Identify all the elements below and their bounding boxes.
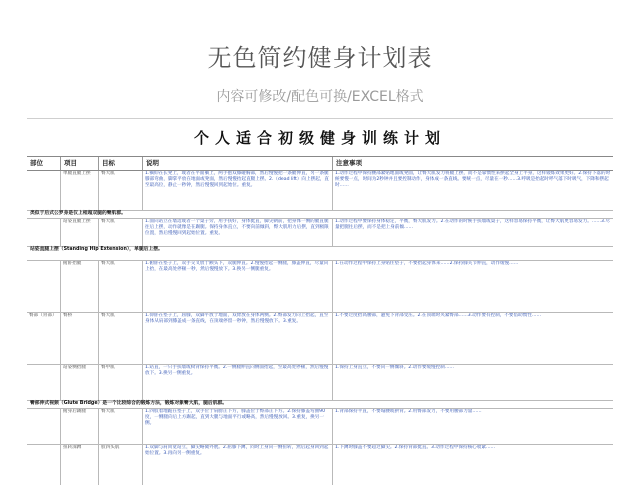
sheet-title: 个人适合初级健身训练计划 xyxy=(27,119,613,157)
header-desc: 说明 xyxy=(143,157,333,170)
section-banner: 类似于后式公罗身是仅上相超双腿的臀肌群。 xyxy=(27,211,613,219)
cell-target: 臀大肌 xyxy=(99,261,143,312)
cell-target: 股四头肌 xyxy=(99,445,143,485)
cell-part xyxy=(27,445,61,485)
table-row xyxy=(27,445,613,485)
table-header xyxy=(27,157,613,171)
table-row xyxy=(27,409,613,445)
cell-note: 1.动作过程中要保持身体稳定，平衡，臀大肌发力。2.在动作的时候手扶墙或桌子，这样容易保持平衡，让臀大肌更容易发力。……3.尽量把腿往后摆，而不是把上身前倾…… xyxy=(335,219,610,231)
cell-item: 俯身后踢腿 xyxy=(61,409,99,444)
cell-note: 1.不要过度抬高腰部，避免下背部受压。2.在顶端时夹紧臀部……3.动作要有控制，不要借助惯性…… xyxy=(335,313,542,318)
cell-part xyxy=(27,261,61,312)
cell-desc: 1.躺仰在长凳上，或者在平面躺上，两手抱双膝碰胸部，然后慢慢把一条腿伸直，另一条腿膝部弯曲，脚掌平放在地面或凳面，然后慢慢抬起直腿上摆。2.（dead lift）向上摆起，直至最高位，静止一秒钟，然后慢慢回到起始位。重复。 xyxy=(143,171,333,210)
cell-note: 1.背部保持平直，不要塌腰或拱背。2.用臀部发力，不要用腰部力量…… xyxy=(335,409,482,414)
cell-item: 扭转深蹲 xyxy=(61,445,99,485)
spreadsheet-preview xyxy=(27,118,613,485)
cell-item: 站姿直腿上摆 xyxy=(61,219,99,246)
section-banner: 站姿直腿上摆（Standing Hip Extension），单腿后上摆。 xyxy=(27,247,613,261)
cell-item: 单腿直腿上摆 xyxy=(61,171,99,210)
table-row xyxy=(27,365,613,401)
cell-target: 臀大肌 xyxy=(99,171,143,210)
cell-part xyxy=(27,365,61,400)
section-banner: 臀部伸式视频（Glute Bridge）是一个比较综合的锻炼方法，锻炼对象臀大肌，腿后肌群。 xyxy=(27,401,613,409)
cell-target: 臀大肌 xyxy=(99,219,143,246)
hero-header xyxy=(0,0,640,118)
cell-desc: 1.双脚与肩同宽站立，脚尖略微外展。2.屈膝下蹲，同时上身向一侧扭转，然后起身回到起始位置。3.再向另一侧重复。 xyxy=(143,445,333,485)
cell-desc: 1.面向站立在墙边或者一个桌子旁，用手扶好，身体挺直，脚尖朝前，把身体一侧的腿直腿往后上摆，动作就像是在踢腿。保持身体直立，不要向前倾斜，臀大肌用力后摆，直到极限位置，然后慢慢回到起始位置。重复。 xyxy=(143,219,333,246)
cell-part: 臀部（背部） xyxy=(27,313,61,364)
table-row xyxy=(27,261,613,313)
cell-part xyxy=(27,409,61,444)
cell-target: 臀大肌 xyxy=(99,313,143,364)
cell-note: 1.下蹲时膝盖不要超过脚尖。2.保持背部挺直。3.动作过程中保持核心收紧…… xyxy=(335,445,496,450)
header-part: 部位 xyxy=(27,157,61,170)
table-row xyxy=(27,219,613,247)
header-item: 项目 xyxy=(61,157,99,170)
table-row xyxy=(27,171,613,211)
cell-note: 1.保持上身直立，不要向一侧倾斜。2.动作要缓慢控制…… xyxy=(335,365,455,370)
cell-note: 1.动作过程中保持腰部紧贴地面或凳面，让臀大肌发力将腿上摆，而不是靠惯性来摆起全身上半身，这样锻炼效果更好。2.保持下落的时候要慢一点，时间为2秒钟并且要控制动作，身体成一条直线。要统一点，尽量在一秒……3.呼吸是抬起时呼气落下时吸气，下降和摆起时…… xyxy=(335,171,611,189)
cell-part xyxy=(27,219,61,246)
cell-part xyxy=(27,171,61,210)
cell-desc: 1.站直，一只手扶墙或椅背保持平衡。2.一侧腿伸直向侧面抬起，至最高处停顿，然后慢慢放下。3.换另一侧重复。 xyxy=(143,365,333,400)
table-row xyxy=(27,313,613,365)
page-subtitle: 内容可修改/配色可换/EXCEL格式 xyxy=(216,89,424,105)
header-target: 目标 xyxy=(99,157,143,170)
cell-desc: 1.四肢着地跪在垫子上，双手位于肩膀正下方，膝盖位于臀部正下方。2.保持膝盖弯曲90度，一侧腿向后上方踢起，直到大腿与地面平行或略高，然后慢慢放回。3.重复，换另一侧。 xyxy=(143,409,333,444)
header-note: 注意事项 xyxy=(336,159,362,167)
page-title: 无色简约健身计划表 xyxy=(207,44,433,72)
cell-item: 俯卧抬腿 xyxy=(61,261,99,312)
cell-note: 1.在动作过程中保持上身贴住垫子，不要抬起身体来……2.保持膝关节伸直，动作缓慢…… xyxy=(335,261,519,266)
cell-desc: 1.仰卧在垫子上，屈膝，双脚平放于地面，双臂放在身体两侧。2.臀部发力向上抬起，直至身体从肩部到膝盖成一条直线，在顶端停留一秒钟，然后慢慢放下。3.重复。 xyxy=(143,313,333,364)
cell-target: 臀大肌 xyxy=(99,409,143,444)
cell-item: 臀桥 xyxy=(61,313,99,364)
cell-desc: 1.俯卧在垫子上，双手交叉放于额头下，双腿伸直。2.慢慢抬起一侧腿，膝盖伸直，尽量向上抬，在最高处停顿一秒，然后慢慢放下。3.换另一侧腿重复。 xyxy=(143,261,333,312)
cell-item: 站姿侧抬腿 xyxy=(61,365,99,400)
cell-target: 臀中肌 xyxy=(99,365,143,400)
